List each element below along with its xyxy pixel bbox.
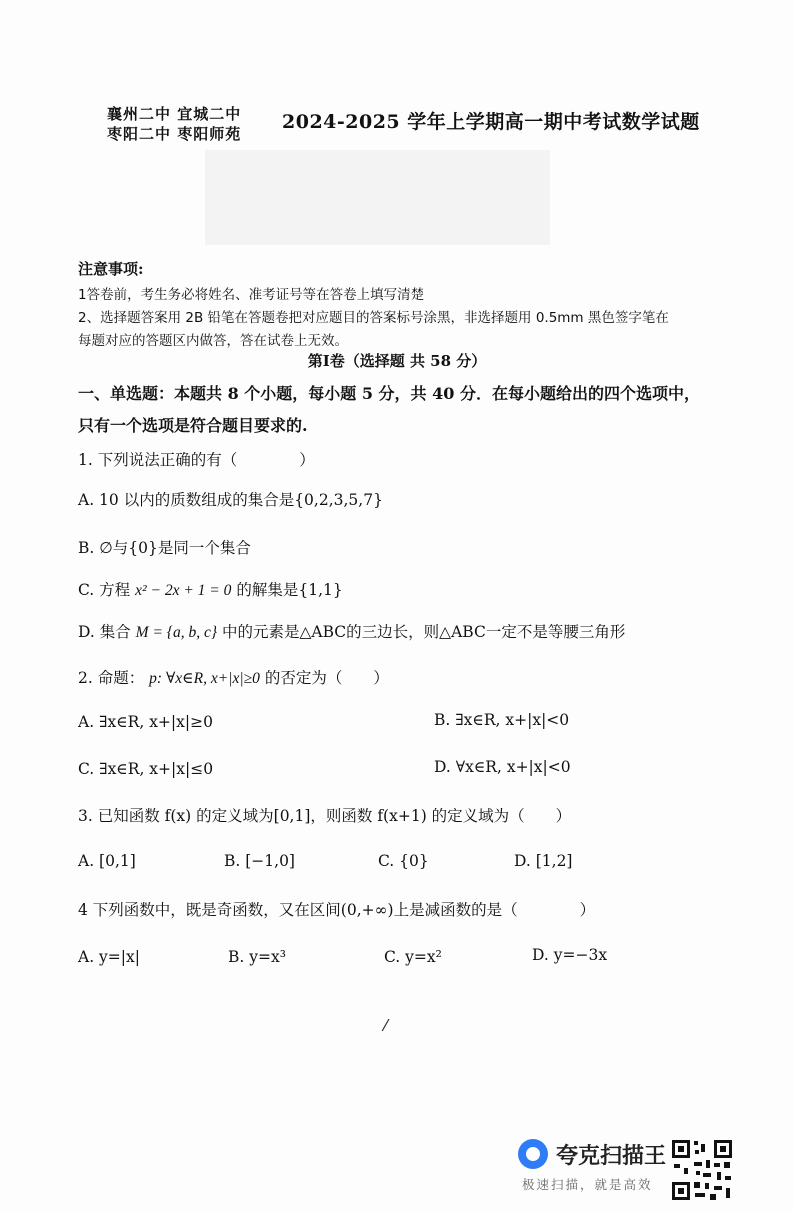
part-instructions-line-2: 只有一个选项是符合题目要求的.: [78, 416, 308, 435]
q1-option-d-set: M = {a, b, c}: [135, 624, 218, 641]
school-names: [107, 104, 241, 144]
q4-option-b: B. y=x³: [228, 948, 286, 966]
q1-option-d-suffix: 中的元素是△ABC的三边长，则△ABC一定不是等腰三角形: [222, 623, 626, 641]
q1-stem: 1. 下列说法正确的有（ ）: [78, 451, 315, 469]
part-instructions-line-1: 一、单选题：本题共 8 个小题，每小题 5 分，共 40 分．在每小题给出的四个选项中，: [78, 384, 700, 403]
q3-option-c: C. {0}: [378, 852, 429, 870]
q2-option-d: D. ∀x∈R, x+|x|<0: [434, 758, 571, 776]
q1-option-d: [78, 620, 625, 642]
q2-stem-suffix: 的否定为（ ）: [264, 669, 389, 687]
blank-scan-area: [205, 150, 550, 245]
q1-option-c-suffix: 的解集是{1,1}: [236, 581, 343, 599]
school-row-1: 襄州二中 宜城二中: [107, 105, 242, 123]
notice-heading: 注意事项:: [78, 260, 144, 278]
qr-code-icon: [670, 1138, 734, 1202]
q3-option-b: B. [−1,0]: [224, 852, 295, 870]
q3-stem: 3. 已知函数 f(x) 的定义域为[0,1]，则函数 f(x+1) 的定义域为（ ）: [78, 807, 572, 825]
q3-option-d: D. [1,2]: [514, 852, 573, 870]
q1-option-c-prefix: C. 方程: [78, 581, 131, 599]
school-row-2: 枣阳二中 枣阳师苑: [107, 125, 242, 143]
scanner-tagline: 极速扫描，就是高效: [522, 1177, 653, 1192]
q1-option-c-equation: x² − 2x + 1 = 0: [135, 582, 232, 599]
q1-option-a: A. 10 以内的质数组成的集合是{0,2,3,5,7}: [78, 491, 383, 509]
q2-option-a: A. ∃x∈R, x+|x|≥0: [78, 713, 213, 731]
q4-option-c: C. y=x²: [384, 948, 442, 966]
q4-stem: 4 下列函数中，既是奇函数，又在区间(0,+∞)上是减函数的是（ ）: [78, 901, 596, 919]
notice-item-2-line-1: 2、选择题答案用 2B 铅笔在答题卷把对应题目的答案标号涂黑，非选择题用 0.5mm 黑色签字笔在: [78, 310, 669, 326]
q2-proposition: p: ∀x∈R, x+|x|≥0: [149, 670, 260, 687]
q4-option-a: A. y=|x|: [78, 948, 140, 966]
q2-option-c: C. ∃x∈R, x+|x|≤0: [78, 760, 214, 778]
notice-item-1: 1答卷前，考生务必将姓名、准考证号等在答卷上填写清楚: [78, 287, 425, 303]
section-title: 第Ⅰ卷（选择题 共 58 分）: [307, 352, 487, 370]
q4-option-d: D. y=−3x: [532, 946, 608, 964]
q1-option-b: B. ∅与{0}是同一个集合: [78, 539, 251, 557]
scanner-logo-icon: [518, 1139, 548, 1169]
q2-option-b: B. ∃x∈R, x+|x|<0: [434, 711, 570, 729]
scanner-brand-name: 夸克扫描王: [556, 1144, 667, 1169]
q3-option-a: A. [0,1]: [78, 852, 136, 870]
stray-pen-mark: /: [381, 1014, 391, 1035]
q1-option-d-prefix: D. 集合: [78, 623, 131, 641]
notice-item-2-line-2: 每题对应的答题区内做答，答在试卷上无效。: [78, 333, 348, 349]
q1-option-c: [78, 578, 343, 600]
q2-stem-prefix: 2. 命题：: [78, 669, 145, 687]
exam-title: 2024-2025 学年上学期高一期中考试数学试题: [282, 111, 700, 133]
q2-stem: [78, 666, 389, 688]
